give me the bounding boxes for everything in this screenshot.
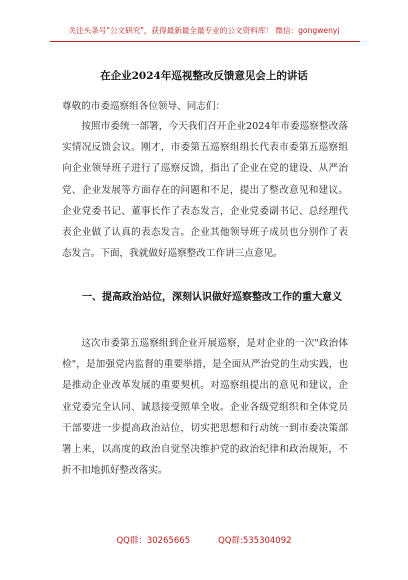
- paragraph-opening: 按照市委统一部署，今天我们召开企业2024年市委巡察整改落实情况反馈会议。刚才，市委第五巡察组组长代表市委第五巡察组向企业领导班子进行了巡察反馈，指出了企业在党的建设、从严治党、企业发展等方面存在的问题和不足，提出了整改意见和建议。企业党委书记、董事长作了表态发言，企业党委副书记、总经理代表企业做了认真的表态发言。企业其他领导班子成员也分别作了表态发言。下面，我就做好巡察整改工作讲三点意见。: [62, 121, 348, 260]
- footer-qq-group-1: QQ群：30265665: [116, 536, 191, 546]
- footer-contact: [0, 534, 408, 546]
- salutation: 尊敬的市委巡察组各位领导、同志们：: [62, 101, 226, 112]
- document-title: 在企业2024年巡视整改反馈意见会上的讲话: [100, 70, 308, 82]
- footer-qq-group-2: QQ群:535304092: [218, 536, 292, 546]
- header-promo-note: 关注头条号"公文研究"，获得最新最全最专业的公文资料库！ 微信：gongwenyj: [68, 26, 340, 35]
- header-divider: [50, 41, 360, 42]
- section-heading-1: 一、提高政治站位，深刻认识做好巡察整改工作的重大意义: [82, 292, 342, 303]
- paragraph-section-1: 这次市委第五巡察组到企业开展巡察，是对企业的一次"政治体检"，是加强党内监督的重要举措，是全面从严治党的生动实践，也是推动企业改革发展的重要契机。对巡察组提出的意见和建议，企业党委完全认同、诚恳接受照单全收。企业各级党组织和全体党员干部要进一步提高政治站位，切实把思想和行动统一到市委决策部署上来，以高度的政治自觉坚决维护党的政治纪律和政治规矩，不折不扣地抓好整改落实。: [62, 338, 348, 477]
